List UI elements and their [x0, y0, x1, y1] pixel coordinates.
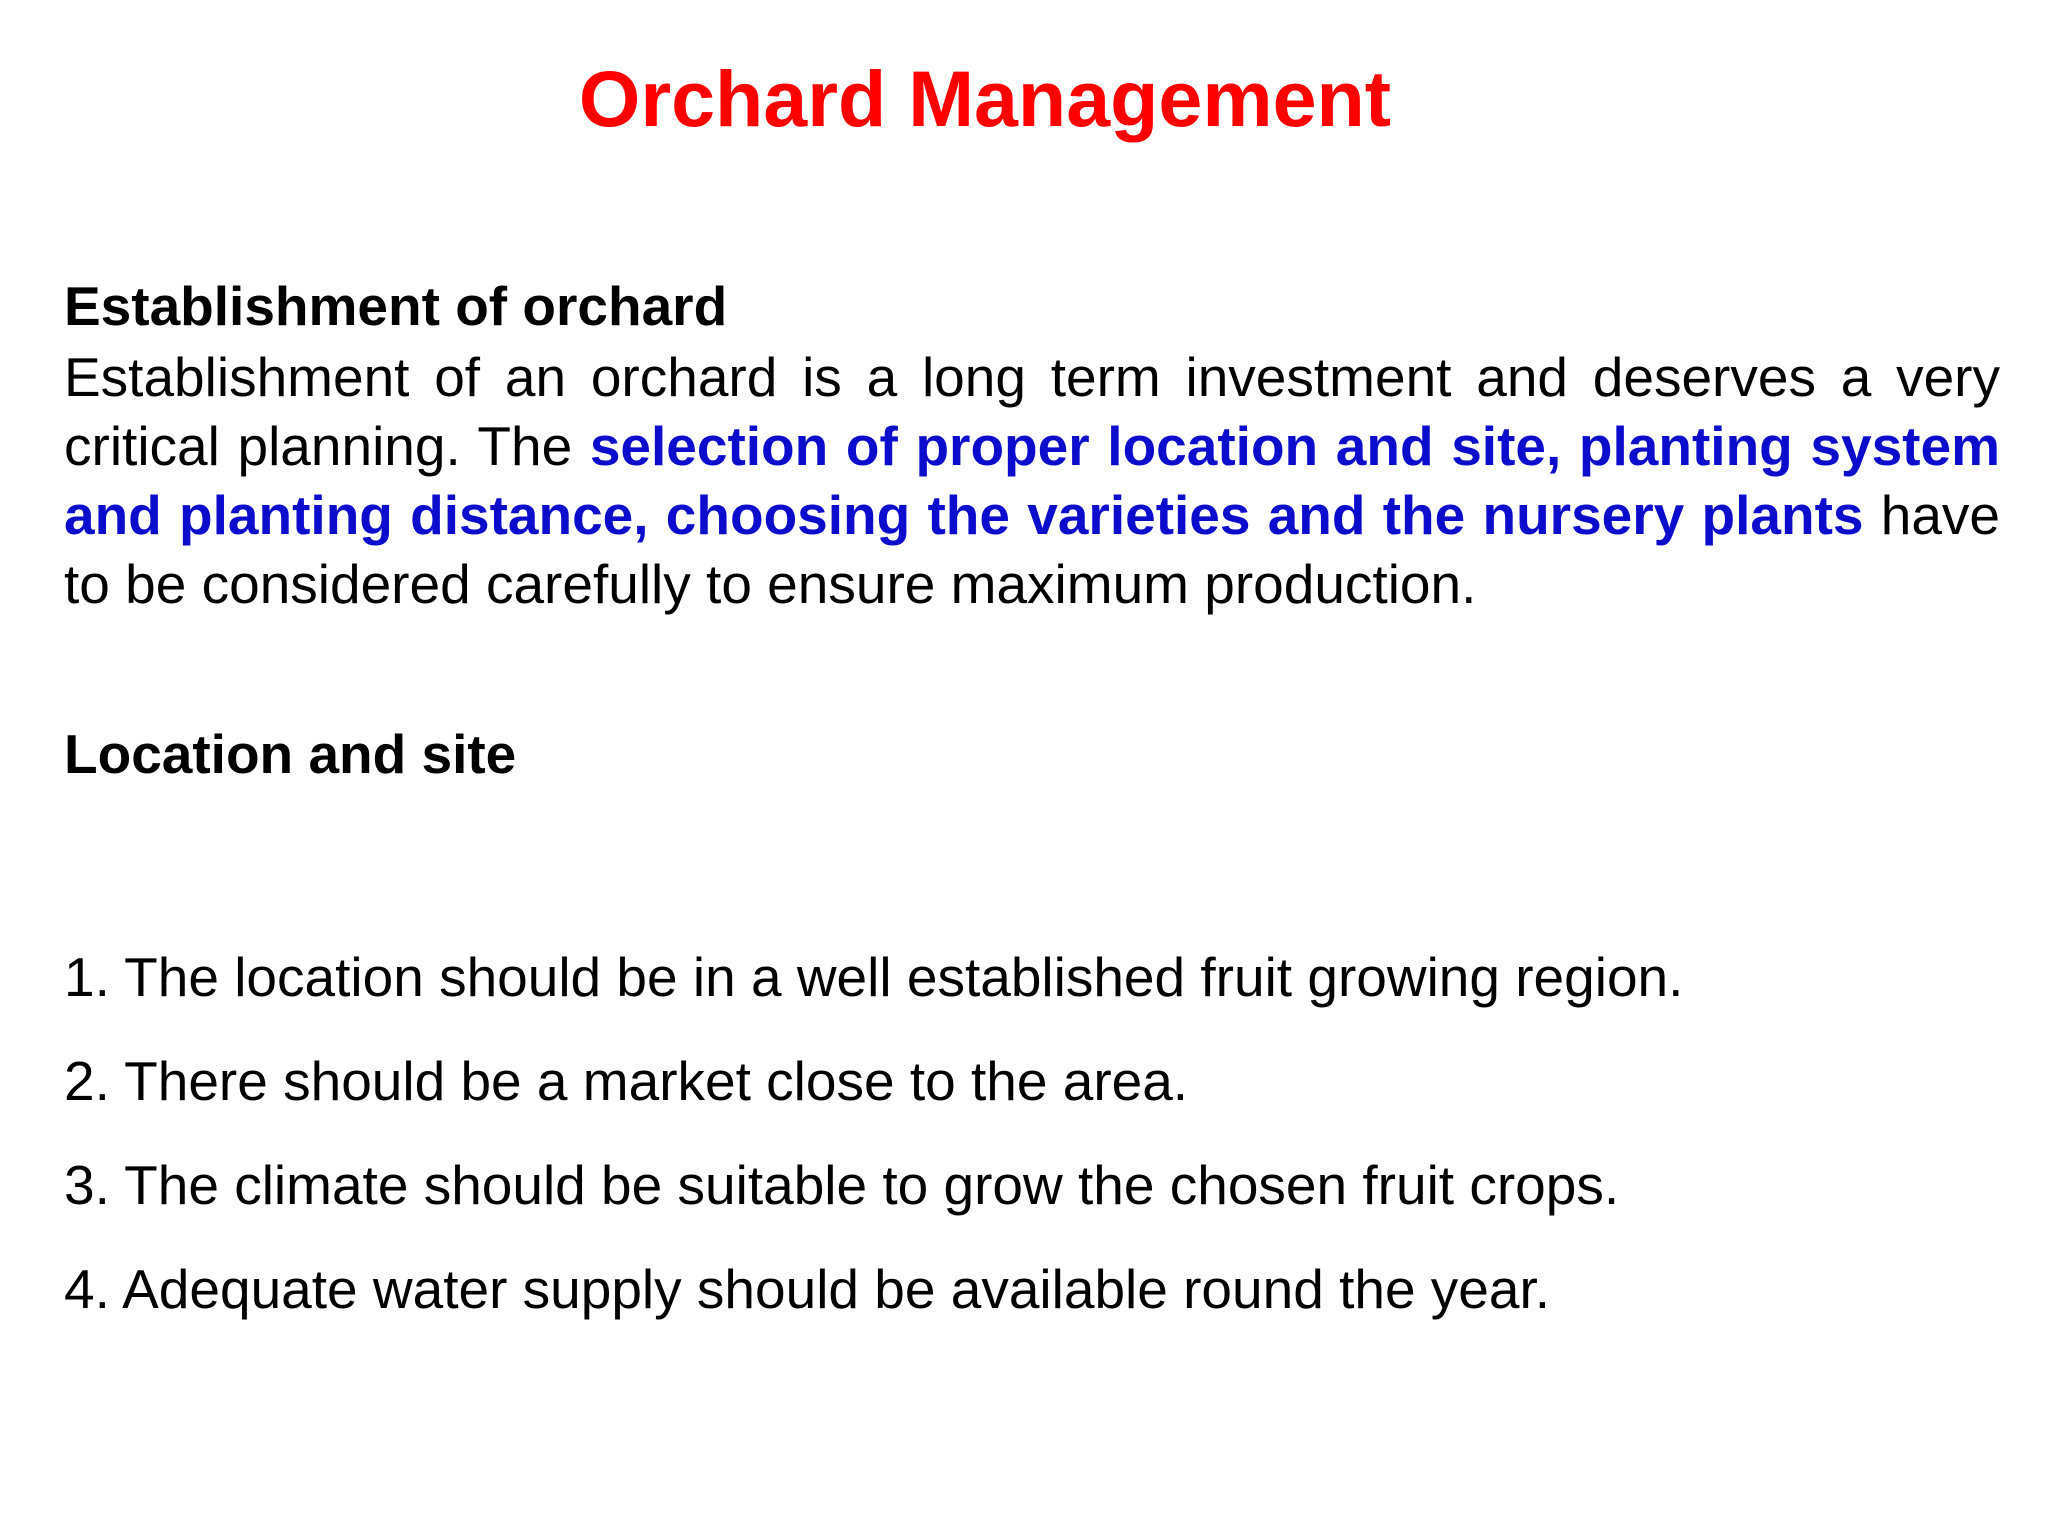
section-heading-establishment: Establishment of orchard — [64, 275, 728, 337]
paragraph-text-before: Establishment of an orchard is a long term investment and deserves a very critical planning. The — [64, 346, 2000, 477]
list-item: 3. The climate should be suitable to grow the chosen fruit crops. — [64, 1154, 1620, 1216]
list-item: 2. There should be a market close to the area. — [64, 1050, 1189, 1112]
paragraph-text-emphasis: selection of proper location and site, planting system and planting distance, choosing the varieties and the nursery plants — [64, 415, 2000, 546]
slide-title: Orchard Management — [578, 54, 1392, 143]
list-item: 1. The location should be in a well established fruit growing region. — [64, 946, 1684, 1008]
location-criteria-list — [64, 925, 2004, 1341]
list-item: 4. Adequate water supply should be available round the year. — [64, 1258, 1551, 1320]
establishment-paragraph — [64, 343, 2000, 619]
paragraph-text-after: have to be considered carefully to ensure maximum production. — [64, 484, 2000, 615]
section-heading-location: Location and site — [64, 723, 517, 785]
